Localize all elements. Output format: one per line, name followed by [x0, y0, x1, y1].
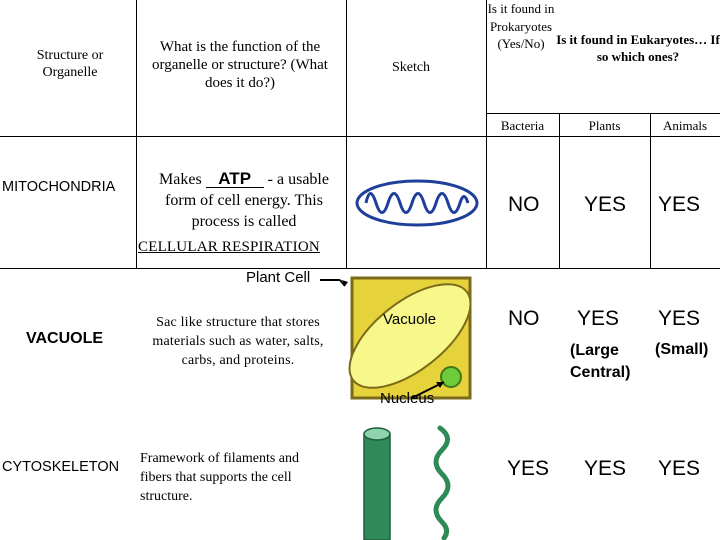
row-cytoskeleton-name: CYTOSKELETON — [2, 459, 120, 475]
row-mitochondria-name: MITOCHONDRIA — [2, 179, 116, 195]
row-mitochondria-plants: YES — [584, 193, 627, 216]
function-suffix: - a usable form of cell energy. This process is called — [165, 171, 329, 230]
row-vacuole-plants-note: (Large Central) — [570, 342, 631, 382]
cytoskeleton-sketch — [358, 424, 468, 540]
grid-line — [136, 0, 137, 268]
grid-line — [0, 136, 720, 137]
row-cytoskeleton-plants: YES — [584, 457, 627, 480]
header-function: What is the function of the organelle or structure? (What does it do?) — [152, 39, 328, 91]
row-mitochondria-animals: YES — [658, 193, 701, 216]
row-vacuole-plants: YES — [577, 307, 620, 330]
function-blank-answer: ATP — [206, 170, 264, 188]
row-vacuole-function: Sac like structure that stores materials such as water, salts, carbs, and proteins. — [152, 315, 324, 368]
grid-line — [0, 268, 720, 269]
grid-line — [486, 113, 720, 114]
header-plants: Plants — [588, 118, 621, 133]
header-eukaryotes: Is it found in Eukaryotes… If so which ones? — [556, 32, 720, 64]
header-structure: Structure or Organelle — [36, 48, 104, 80]
header-animals: Animals — [662, 118, 708, 133]
row-vacuole-animals-note: (Small) — [655, 341, 709, 358]
header-sketch: Sketch — [391, 60, 431, 75]
row-mitochondria-process: CELLULAR RESPIRATION — [138, 239, 320, 255]
nucleus-label: Nucleus — [380, 390, 435, 407]
row-vacuole-animals: YES — [658, 307, 701, 330]
row-cytoskeleton-function: Framework of filaments and fibers that supports the cell structure. — [140, 451, 300, 504]
plant-cell-pointer-arrow — [318, 272, 348, 292]
vacuole-sketch — [340, 274, 476, 404]
row-mitochondria-function — [144, 170, 344, 232]
row-cytoskeleton-animals: YES — [658, 457, 701, 480]
header-prokaryotes: Is it found in Prokaryotes (Yes/No) — [487, 1, 555, 52]
microtubule-body — [364, 434, 390, 540]
row-cytoskeleton-bacteria: YES — [507, 457, 550, 480]
row-mitochondria-bacteria: NO — [508, 193, 540, 216]
nucleus — [441, 367, 461, 387]
row-vacuole-bacteria: NO — [508, 307, 540, 330]
vacuole-label: Vacuole — [383, 311, 437, 328]
mitochondria-sketch — [352, 176, 482, 230]
grid-line — [346, 0, 347, 268]
plant-cell-label: Plant Cell — [246, 269, 311, 286]
microtubule-top — [364, 428, 390, 440]
row-vacuole-name: VACUOLE — [26, 330, 104, 347]
header-bacteria: Bacteria — [500, 118, 545, 133]
function-prefix: Makes — [159, 171, 202, 188]
filament-strand — [436, 428, 448, 538]
